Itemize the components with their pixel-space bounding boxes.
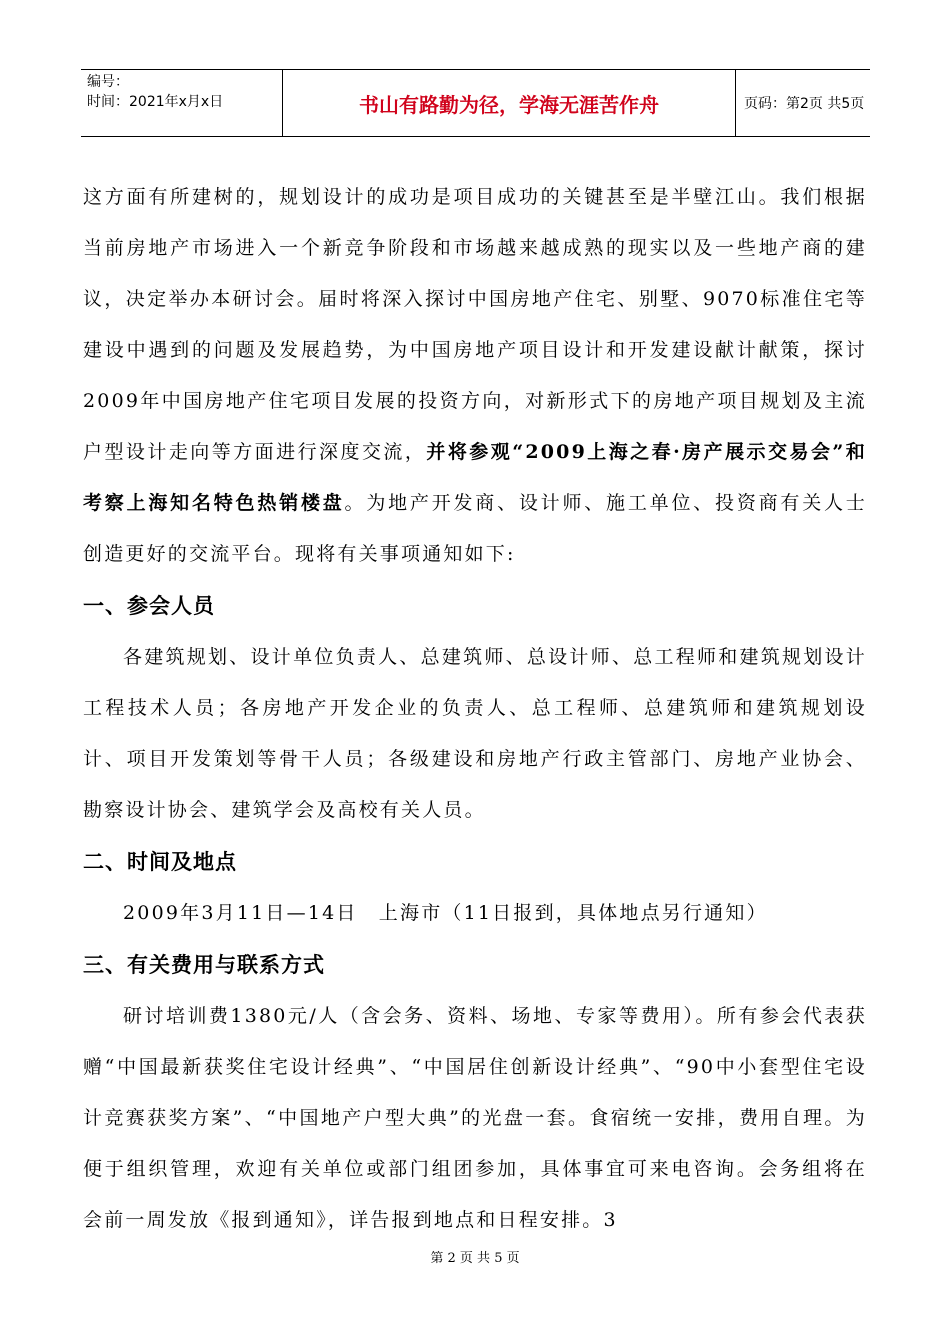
section-body-time-place: 2009年3月11日—14日 上海市（11日报到，具体地点另行通知） bbox=[123, 902, 768, 924]
intro-bold-text: 并将参观“2009上海之春·房产展示交易会”和考察上海知名特色热销楼盘 bbox=[83, 441, 867, 514]
section-heading-time-place: 二、时间及地点 bbox=[83, 850, 237, 874]
page-footer: 第 2 页 共 5 页 bbox=[430, 1251, 520, 1266]
header-motto-cell bbox=[283, 70, 736, 136]
motto-text: 书山有路勤为径，学海无涯苦作舟 bbox=[359, 92, 659, 117]
section-body-attendees: 各建筑规划、设计单位负责人、总建筑师、总设计师、总工程师和建筑规划设计工程技术人员；各房地产开发企业的负责人、总工程师、总建筑师和建筑规划设计、项目开发策划等骨干人员；各级建设和房地产行政主管部门、房地产业协会、勘察设计协会、建筑学会及高校有关人员。 bbox=[83, 646, 867, 821]
intro-text-2: 。为地产开发商、设计师、施工单位、投资商有关人士创造更好的交流平台。现将有关事项通知如下: bbox=[83, 492, 867, 565]
section-body-fees: 研讨培训费1380元/人（含会务、资料、场地、专家等费用）。所有参会代表获赠“中国最新获奖住宅设计经典”、“中国居住创新设计经典”、“90中小套型住宅设计竞赛获奖方案”、“中国地产户型大典”的光盘一套。食宿统一安排，费用自理。为便于组织管理，欢迎有关单位或部门组团参加，具体事宜可来电咨询。会务组将在会前一周发放《报到通知》，详告报到地点和日程安排。3 bbox=[83, 1005, 867, 1231]
time-label: 时间：2021年x月x日 bbox=[87, 94, 224, 110]
intro-text-1: 这方面有所建树的，规划设计的成功是项目成功的关键甚至是半壁江山。我们根据当前房地产市场进入一个新竞争阶段和市场越来越成熟的现实以及一些地产商的建议，决定举办本研讨会。届时将深入探讨中国房地产住宅、别墅、9070标准住宅等建设中遇到的问题及发展趋势，为中国房地产项目设计和开发建设献计献策，探讨2009年中国房地产住宅项目发展的投资方向，对新形式下的房地产项目规划及主流户型设计走向等方面进行深度交流， bbox=[83, 186, 867, 463]
header-meta bbox=[81, 70, 283, 136]
page-header bbox=[81, 69, 870, 137]
document-body bbox=[83, 172, 867, 1246]
section-heading-attendees: 一、参会人员 bbox=[83, 594, 215, 618]
number-label: 编号： bbox=[87, 74, 129, 90]
section-heading-fees: 三、有关费用与联系方式 bbox=[83, 953, 325, 977]
page-info: 页码：第2页 共5页 bbox=[744, 96, 865, 112]
intro-paragraph bbox=[83, 172, 867, 580]
header-page-info-cell bbox=[736, 70, 878, 136]
